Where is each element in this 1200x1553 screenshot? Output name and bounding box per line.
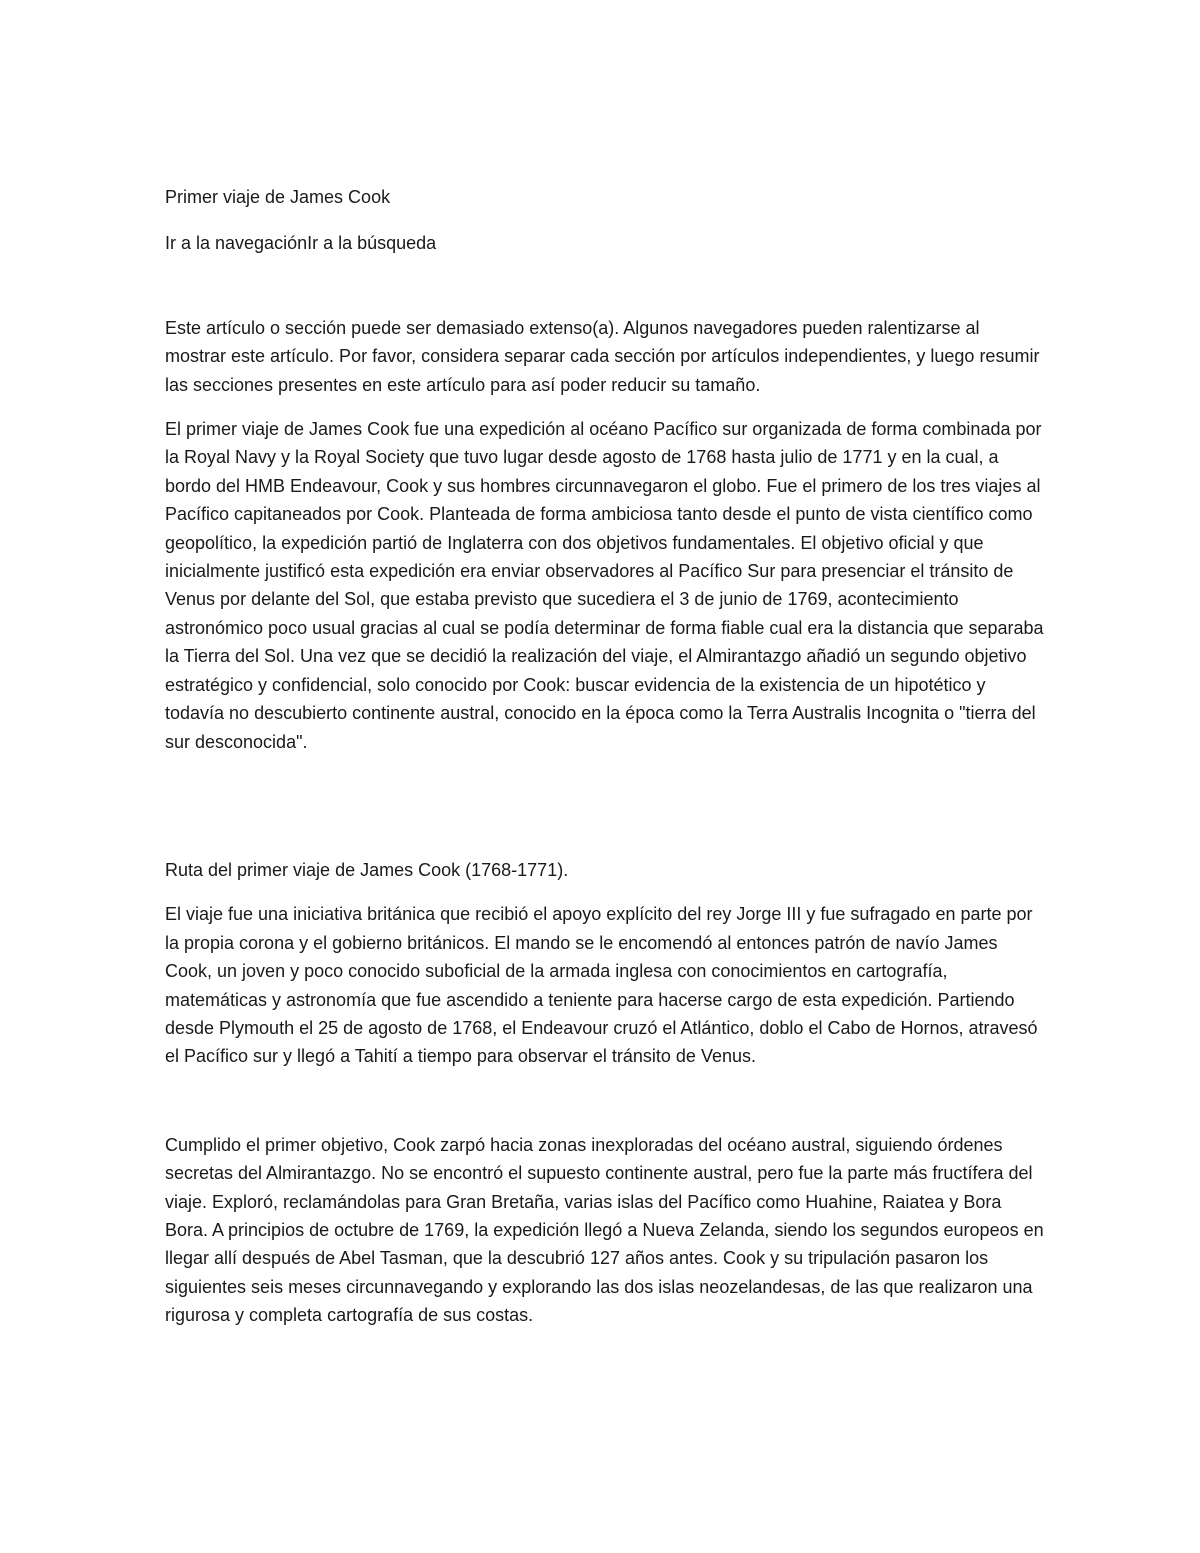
document-title: Primer viaje de James Cook [165, 187, 391, 207]
length-notice-paragraph: Este artículo o sección puede ser demasiado extenso(a). Algunos navegadores pueden ralentizarse al mostrar este artículo. Por favor, considera separar cada sección por artículos independientes, y luego resumir las secciones presentes en este artículo para así poder reducir su tamaño. [165, 317, 1040, 395]
document-body [165, 183, 1045, 1330]
body-paragraph-3: Cumplido el primer objetivo, Cook zarpó hacia zonas inexploradas del océano austral, siguiendo órdenes secretas del Almirantazgo. No se encontró el supuesto continente austral, pero fue la parte más fructífera del viaje. Exploró, reclamándolas para Gran Bretaña, varias islas del Pacífico como Huahine, Raiatea y Bora Bora. A principios de octubre de 1769, la expedición llegó a Nueva Zelanda, siendo los segundos europeos en llegar allí después de Abel Tasman, que la descubrió 127 años antes. Cook y su tripulación pasaron los siguientes seis meses circunnavegando y explorando las dos islas neozelandesas, de las que realizaron una rigurosa y completa cartografía de sus costas. [165, 1134, 1044, 1326]
body-paragraph-2: El viaje fue una iniciativa británica que recibió el apoyo explícito del rey Jorge III y fue sufragado en parte por la propia corona y el gobierno británicos. El mando se le encomendó al entonces patrón de navío James Cook, un joven y poco conocido suboficial de la armada inglesa con conocimientos en cartografía, matemáticas y astronomía que fue ascendido a teniente para hacerse cargo de esta expedición. Partiendo desde Plymouth el 25 de agosto de 1768, el Endeavour cruzó el Atlántico, doblo el Cabo de Hornos, atravesó el Pacífico sur y llegó a Tahití a tiempo para observar el tránsito de Venus. [165, 904, 1038, 1067]
intro-paragraph: El primer viaje de James Cook fue una expedición al océano Pacífico sur organizada de forma combinada por la Royal Navy y la Royal Society que tuvo lugar desde agosto de 1768 hasta julio de 1771 y en la cual, a bordo del HMB Endeavour, Cook y sus hombres circunnavegaron el globo. Fue el primero de los tres viajes al Pacífico capitaneados por Cook. Planteada de forma ambiciosa tanto desde el punto de vista científico como geopolítico, la expedición partió de Inglaterra con dos objetivos fundamentales. El objetivo oficial y que inicialmente justificó esta expedición era enviar observadores al Pacífico Sur para presenciar el tránsito de Venus por delante del Sol, que estaba previsto que sucediera el 3 de junio de 1769, acontecimiento astronómico poco usual gracias al cual se podía determinar de forma fiable cual era la distancia que separaba la Tierra del Sol. Una vez que se decidió la realización del viaje, el Almirantazgo añadió un segundo objetivo estratégico y confidencial, solo conocido por Cook: buscar evidencia de la existencia de un hipotético y todavía no descubierto continente austral, conocido en la época como la Terra Australis Incognita o "tierra del sur desconocida". [165, 419, 1044, 752]
navigation-links-text: Ir a la navegaciónIr a la búsqueda [165, 233, 437, 254]
map-caption: Ruta del primer viaje de James Cook (1768-1771). [165, 859, 569, 880]
